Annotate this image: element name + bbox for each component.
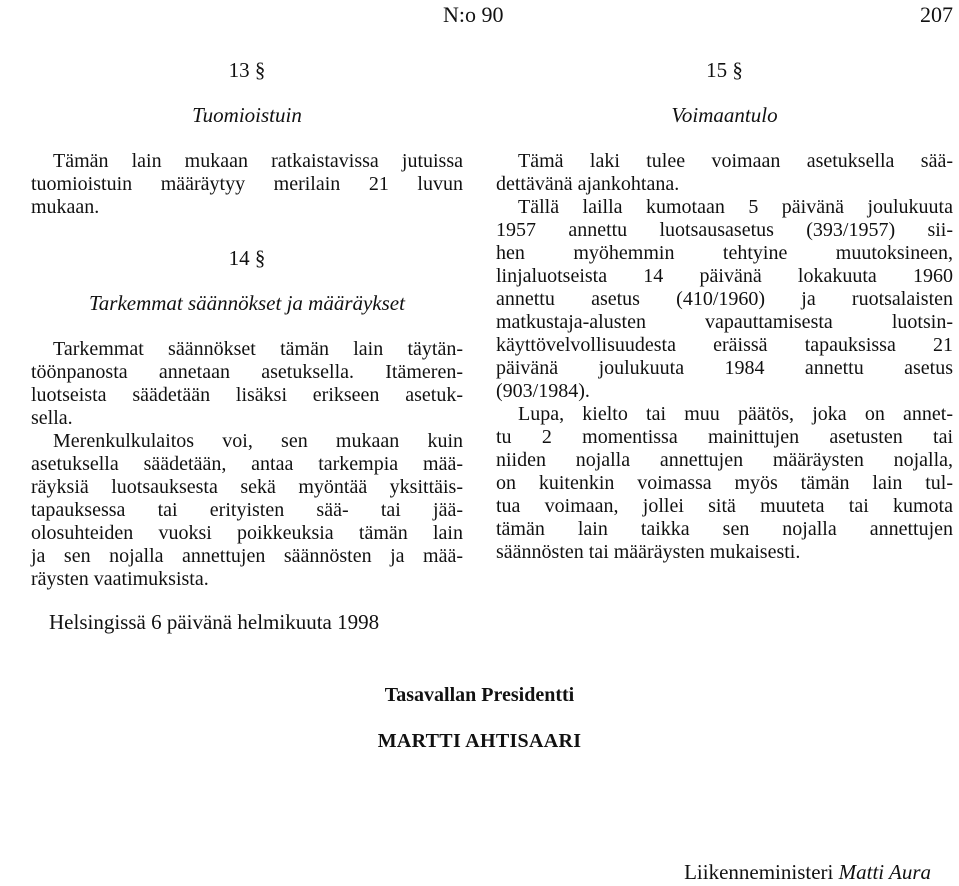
text-line: Tämän lain mukaan ratkaistavissa jutuissa [53, 150, 463, 172]
text-line: annettu asetus (410/1960) ja ruotsalaisten [496, 288, 953, 310]
text-line: päivänä joulukuuta 1984 annettu asetus [496, 357, 953, 379]
section-13-title: Tuomioistuin [192, 103, 302, 127]
minister-role: Liikenneministeri [684, 860, 834, 884]
text-line: käyttövelvollisuudesta eräissä tapauksissa 21 [496, 334, 953, 356]
text-line: olosuhteiden vuoksi poikkeuksia tämän lain [31, 522, 463, 544]
section-13-number: 13 § [228, 58, 266, 82]
text-line: (903/1984). [496, 380, 590, 402]
text-line: niiden nojalla annettujen määräysten nojalla, [496, 449, 953, 471]
right-column [496, 58, 953, 564]
text-line: räyksiä luotsauksesta sekä myöntää yksittäis- [31, 476, 463, 498]
minister-name: Matti Aura [838, 860, 931, 884]
text-line: mukaan. [31, 196, 100, 218]
header-page-number: 207 [920, 2, 953, 27]
section-15-paragraph-1 [496, 150, 953, 196]
signature-minister [684, 860, 931, 884]
signature-place-date: Helsingissä 6 päivänä helmikuuta 1998 [49, 610, 380, 634]
section-13-paragraph [31, 150, 463, 219]
text-line: säännösten tai määräysten mukaisesti. [496, 541, 801, 563]
text-line: asetuksella säädetään, antaa tarkempia mää- [31, 453, 463, 475]
section-14-title: Tarkemmat säännökset ja määräykset [89, 291, 405, 315]
left-column [31, 58, 463, 591]
section-14-paragraph-1 [31, 338, 463, 430]
text-line: tapauksessa tai erityisten sää- tai jää- [31, 499, 463, 521]
text-line: 1957 annettu luotsausasetus (393/1957) sii- [496, 219, 953, 241]
text-line: hen myöhemmin tehtyine muutoksineen, [496, 242, 953, 264]
text-line: tämän lain taikka sen nojalla annettujen [496, 518, 953, 540]
section-14-number: 14 § [228, 246, 266, 270]
signature-president-title: Tasavallan Presidentti [384, 684, 575, 706]
text-line: sella. [31, 407, 73, 429]
text-line: dettävänä ajankohtana. [496, 173, 680, 195]
section-15-paragraph-2 [496, 196, 953, 403]
text-line: luotseista säädetään lisäksi erikseen asetuk- [31, 384, 463, 406]
text-line: Tällä lailla kumotaan 5 päivänä joulukuuta [518, 196, 953, 218]
section-15-number: 15 § [706, 58, 743, 82]
text-line: Lupa, kielto tai muu päätös, joka on annet- [518, 403, 953, 425]
text-line: ja sen nojalla annettujen säännösten ja mää- [31, 545, 463, 567]
section-15-title: Voimaantulo [671, 103, 778, 127]
section-15-paragraph-3 [496, 403, 953, 564]
text-line: Merenkulkulaitos voi, sen mukaan kuin [53, 430, 463, 452]
signature-president-name: MARTTI AHTISAARI [377, 730, 582, 752]
header-issue-number: N:o 90 [443, 2, 504, 27]
text-line: linjaluotseista 14 päivänä lokakuuta 1960 [496, 265, 953, 287]
text-line: matkustaja-alusten vapauttamisesta luotsin- [496, 311, 953, 333]
text-line: on kuitenkin voimassa myös tämän lain tul- [496, 472, 953, 494]
text-line: räysten vaatimuksista. [31, 568, 209, 590]
text-line: tu 2 momentissa mainittujen asetusten tai [496, 426, 953, 448]
text-line: Tarkemmat säännökset tämän lain täytän- [53, 338, 463, 360]
text-line: tuomioistuin määräytyy merilain 21 luvun [31, 173, 463, 195]
text-line: töönpanosta annetaan asetuksella. Itämeren- [31, 361, 463, 383]
text-line: tua voimaan, jollei sitä muuteta tai kumota [496, 495, 953, 517]
text-line: Tämä laki tulee voimaan asetuksella sää- [518, 150, 953, 172]
section-14-paragraph-2 [31, 430, 463, 591]
